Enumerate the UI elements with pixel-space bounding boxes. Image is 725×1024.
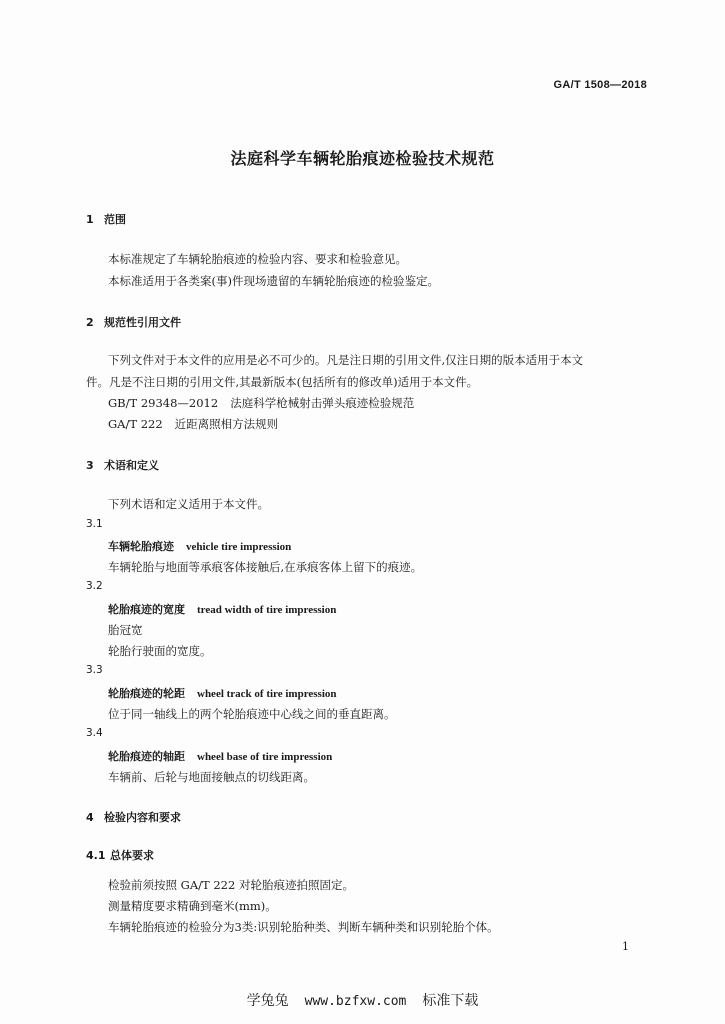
footer-tagline: 标准下载 (422, 993, 479, 1009)
subsection-title: 总体要求 (110, 849, 154, 862)
reference-item (108, 395, 414, 411)
term-number: 3.2 (86, 580, 103, 592)
term-definition: 轮胎行驶面的宽度。 (108, 644, 212, 658)
paragraph-continued: 件。凡是不注日期的引用文件,其最新版本(包括所有的修改单)适用于本文件。 (86, 375, 479, 389)
document-title: 法庭科学车辆轮胎痕迹检验技术规范 (230, 149, 495, 168)
reference-name: 法庭科学枪械射击弹头痕迹检验规范 (230, 396, 415, 410)
term-zh: 轮胎痕迹的宽度 (108, 603, 185, 616)
paragraph: 车辆轮胎痕迹的检验分为3类:识别轮胎种类、判断车辆种类和识别轮胎个体。 (108, 920, 499, 934)
subsection-4-1-heading (86, 847, 154, 863)
term-heading (108, 748, 332, 764)
paragraph: 测量精度要求精确到毫米(mm)。 (108, 899, 277, 913)
term-zh: 车辆轮胎痕迹 (108, 540, 174, 553)
term-number: 3.3 (86, 664, 103, 676)
paragraph: 检验前须按照 GA/T 222 对轮胎痕迹拍照固定。 (108, 878, 354, 892)
section-number: 3 (86, 459, 94, 472)
section-number: 4 (86, 811, 94, 824)
term-zh: 轮胎痕迹的轴距 (108, 750, 185, 763)
standard-number: GA/T 1508—2018 (553, 79, 647, 91)
term-alternative: 胎冠宽 (108, 623, 143, 637)
footer-watermark (0, 990, 725, 1010)
term-number: 3.4 (86, 727, 103, 739)
reference-code: GA/T 222 (108, 417, 163, 431)
reference-code: GB/T 29348—2012 (108, 396, 219, 410)
term-en: wheel base of tire impression (197, 751, 333, 763)
footer-url: www.bzfxw.com (304, 994, 407, 1009)
reference-item (108, 416, 278, 432)
paragraph: 本标准规定了车辆轮胎痕迹的检验内容、要求和检验意见。 (108, 252, 407, 266)
paragraph: 下列文件对于本文件的应用是必不可少的。凡是注日期的引用文件,仅注日期的版本适用于本文 (108, 353, 584, 367)
term-en: tread width of tire impression (197, 604, 337, 616)
section-1-heading (86, 211, 126, 227)
section-2-heading (86, 314, 181, 330)
section-title: 范围 (104, 213, 126, 226)
section-4-heading (86, 809, 181, 825)
term-definition: 车辆前、后轮与地面接触点的切线距离。 (108, 770, 315, 784)
section-title: 检验内容和要求 (104, 811, 181, 824)
section-3-heading (86, 457, 159, 473)
footer-brand: 学兔兔 (246, 993, 289, 1009)
section-title: 规范性引用文件 (104, 316, 181, 329)
term-definition: 车辆轮胎与地面等承痕客体接触后,在承痕客体上留下的痕迹。 (108, 560, 423, 574)
term-number: 3.1 (86, 518, 103, 530)
term-heading (108, 685, 337, 701)
reference-name: 近距离照相方法规则 (174, 417, 279, 431)
term-en: vehicle tire impression (186, 541, 292, 553)
section-title: 术语和定义 (104, 459, 159, 472)
paragraph: 本标准适用于各类案(事)件现场遗留的车辆轮胎痕迹的检验鉴定。 (108, 274, 439, 288)
term-heading (108, 538, 291, 554)
section-number: 2 (86, 316, 94, 329)
subsection-number: 4.1 (86, 849, 106, 862)
paragraph: 下列术语和定义适用于本文件。 (108, 497, 269, 511)
term-definition: 位于同一轴线上的两个轮胎痕迹中心线之间的垂直距离。 (108, 707, 396, 721)
term-zh: 轮胎痕迹的轮距 (108, 687, 185, 700)
page-number: 1 (622, 940, 629, 953)
section-number: 1 (86, 213, 94, 226)
term-en: wheel track of tire impression (197, 688, 337, 700)
term-heading (108, 601, 336, 617)
